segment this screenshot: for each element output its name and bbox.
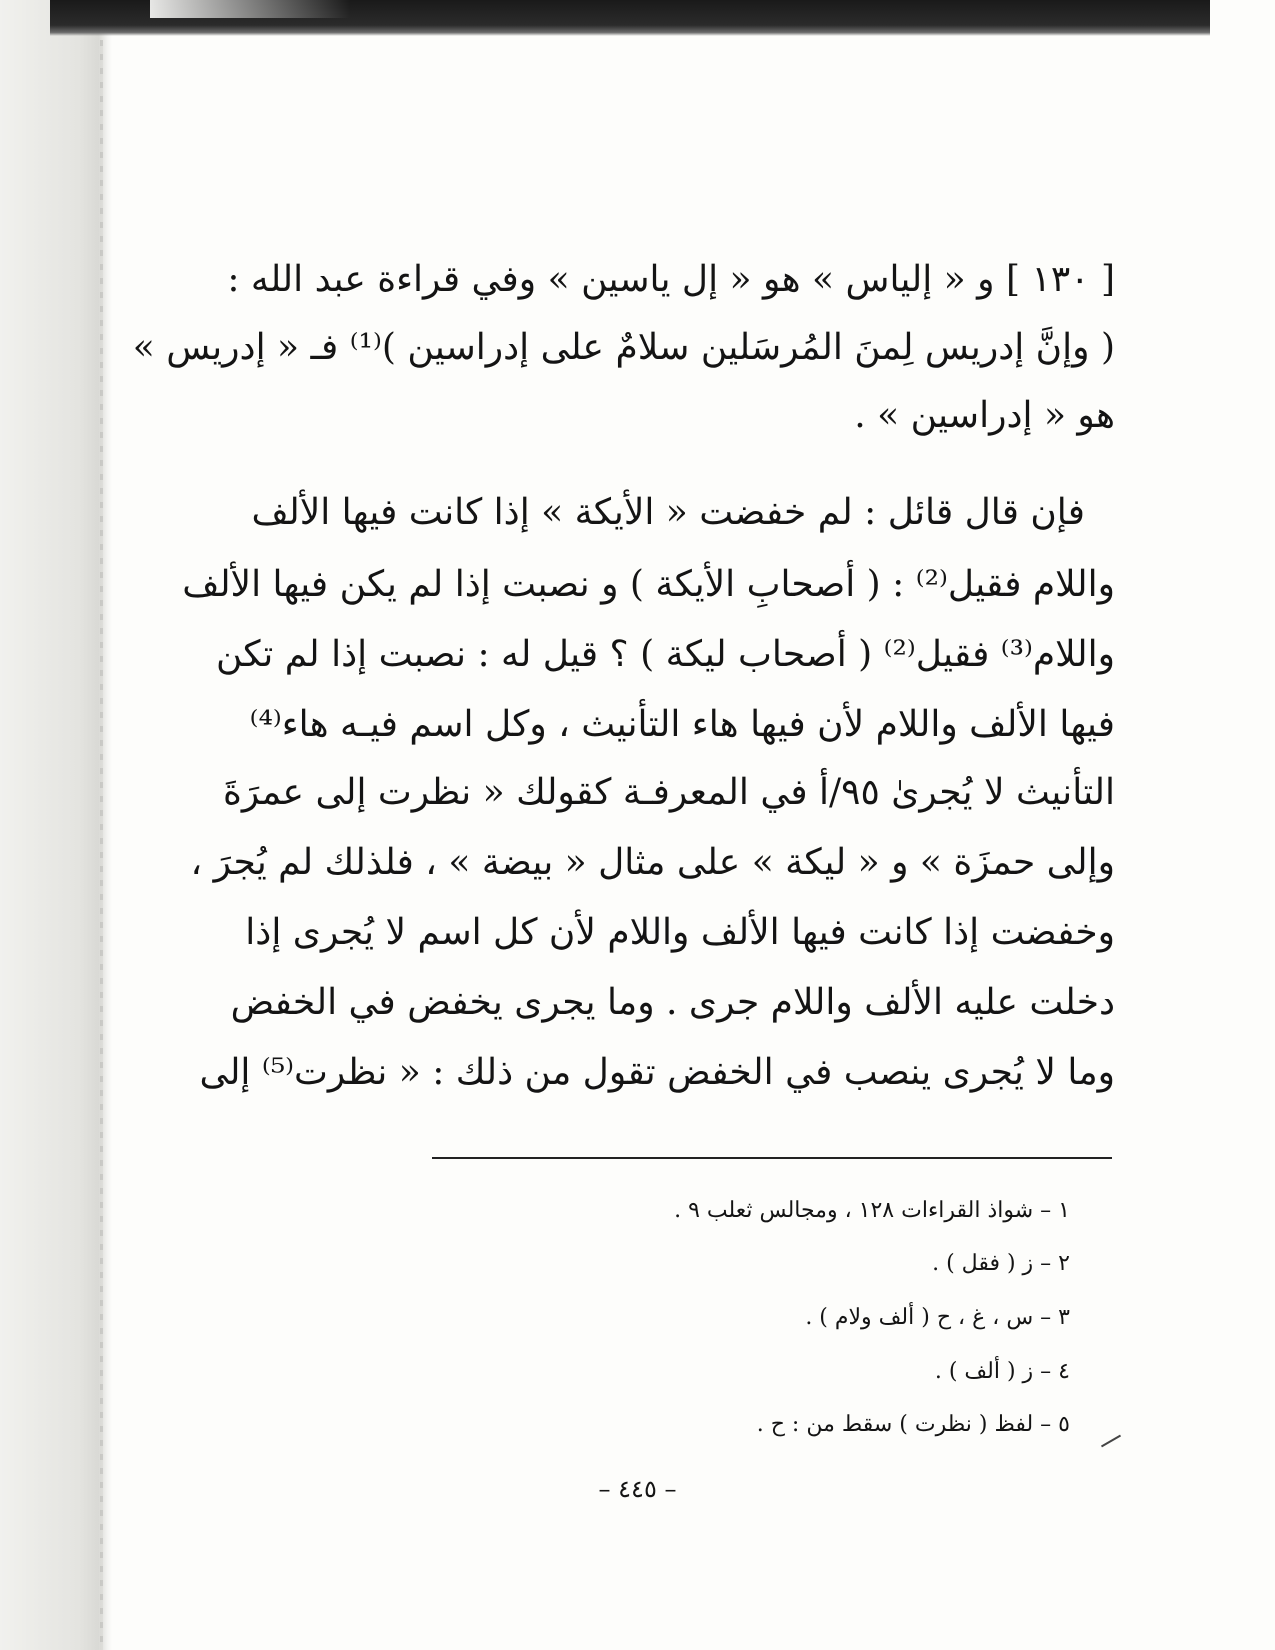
- body-line: دخلت عليه الألف واللام جرى . وما يجرى يخفض في الخفض: [230, 982, 1115, 1023]
- footnote: ٣ – س ، غ ، ح ( ألف ولام ) .: [805, 1305, 1070, 1330]
- scan-left-margin-shadow: [0, 0, 112, 1650]
- body-line: التأنيث لا يُجرىٰ ٩٥/أ في المعرفـة كقولك « نظرت إلى عمرَةَ: [223, 772, 1115, 813]
- page-body: [132, 240, 1115, 1600]
- scan-binding-edge: [100, 40, 103, 1650]
- body-line: واللام⁽³⁾ فقيل⁽²⁾ ( أصحاب ليكة ) ؟ قيل له : نصبت إذا لم تكن: [215, 634, 1115, 675]
- body-line: فيها الألف واللام لأن فيها هاء التأنيث ، وكل اسم فيـه هاء⁽⁴⁾: [249, 704, 1115, 745]
- scan-top-fade: [150, 0, 350, 18]
- body-line: وإلى حمزَة » و « ليكة » على مثال « بيضة » ، فلذلك لم يُجرَ ،: [190, 842, 1115, 883]
- footnote: ٤ – ز ( ألف ) .: [934, 1359, 1070, 1384]
- footnote: ٥ – لفظ ( نظرت ) سقط من : ح .: [756, 1412, 1070, 1437]
- body-line: ( وإنَّ إدريس لِمنَ المُرسَلين سلامٌ على إدراسين )⁽¹⁾ فـ « إدريس »: [132, 327, 1115, 368]
- body-line: هو « إدراسين » .: [854, 395, 1115, 436]
- footnote-separator: [432, 1157, 1112, 1159]
- footnote: ٢ – ز ( فقل ) .: [932, 1251, 1070, 1276]
- body-line: [ ١٣٠ ] و « إلياس » هو « إل ياسين » وفي قراءة عبد الله :: [227, 259, 1115, 300]
- body-line: فإن قال قائل : لم خفضت « الأيكة » إذا كانت فيها الألف: [251, 492, 1085, 533]
- body-line: واللام فقيل⁽²⁾ : ( أصحابِ الأيكة ) و نصبت إذا لم يكن فيها الألف: [182, 564, 1115, 605]
- footnote: ١ – شواذ القراءات ١٢٨ ، ومجالس ثعلب ٩ .: [674, 1198, 1070, 1223]
- page-number: – ٤٤٥ –: [598, 1475, 677, 1503]
- body-line: وخفضت إذا كانت فيها الألف واللام لأن كل اسم لا يُجرى إذا: [245, 912, 1115, 953]
- body-line: وما لا يُجرى ينصب في الخفض تقول من ذلك : « نظرت⁽⁵⁾ إلى: [199, 1052, 1115, 1093]
